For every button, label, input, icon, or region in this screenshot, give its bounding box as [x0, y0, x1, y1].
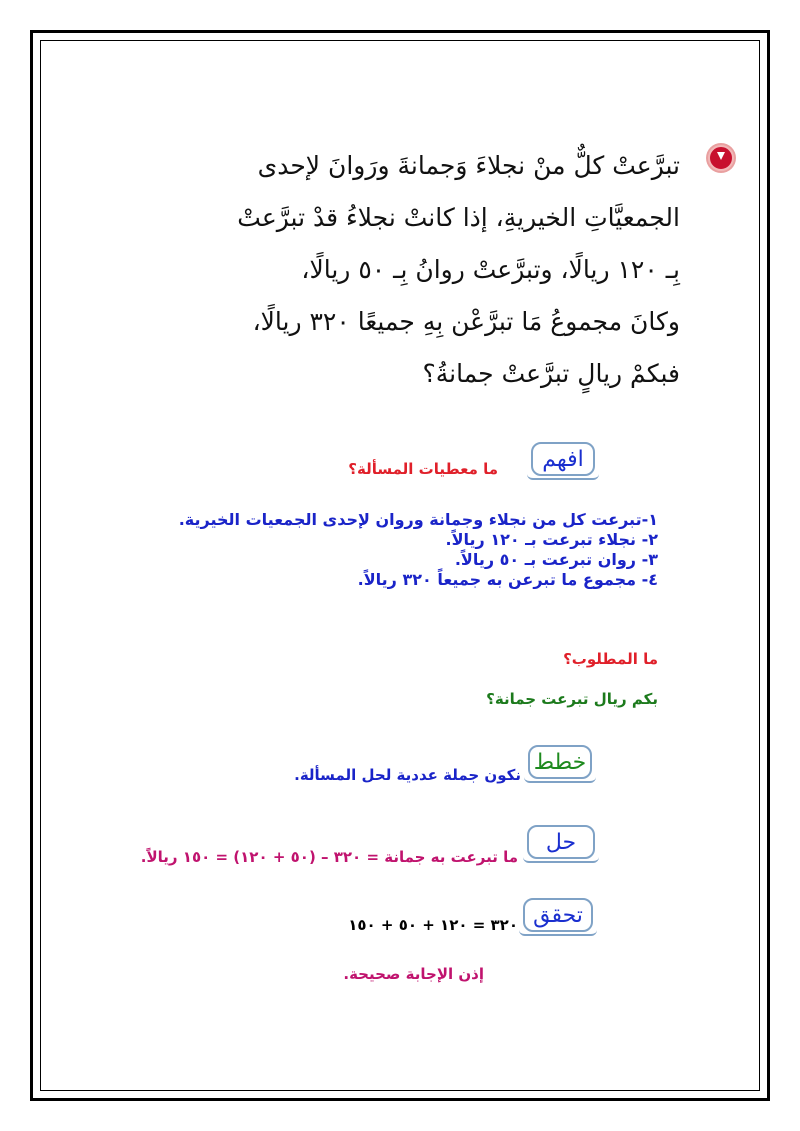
solve-text: ما تبرعت به جمانة = ٣٢٠ – (٥٠ + ١٢٠) = ١٥٠ ريالاً. — [140, 848, 518, 866]
problem-line: فبكمْ ريالٍ تبرَّعتْ جمانةُ؟ — [422, 359, 680, 388]
problem-line: وكانَ مجموعُ مَا تبرَّعْن بِهِ جميعًا ٣٢٠ ريالًا، — [252, 307, 680, 336]
problem-statement — [160, 140, 680, 400]
problem-line: الجمعيَّاتِ الخيريةِ، إذا كانتْ نجلاءُ قدْ تبرَّعتْ — [237, 203, 680, 232]
red-circle-bullet-icon — [708, 145, 734, 171]
problem-line: بِـ ١٢٠ ريالًا، وتبرَّعتْ روانُ بِـ ٥٠ ريالًا، — [301, 255, 680, 284]
understand-label: افهم — [531, 442, 595, 476]
givens-question: ما معطيات المسألة؟ — [348, 460, 498, 478]
required-title: ما المطلوب؟ — [563, 650, 658, 668]
problem-line: تبرَّعتْ كلٌّ منْ نجلاءَ وَجمانةَ ورَوانَ لإحدى — [257, 151, 680, 180]
plan-label: خطط — [528, 745, 592, 779]
check-label: تحقق — [523, 898, 593, 932]
plan-text: نكون جملة عددية لحل المسألة. — [294, 766, 521, 784]
conclusion: إذن الإجابة صحيحة. — [343, 965, 484, 983]
givens-list — [179, 510, 658, 590]
required-text: بكم ريال تبرعت جمانة؟ — [486, 690, 658, 708]
given-item: ٤- مجموع ما تبرعن به جميعاً ٣٢٠ ريالاً. — [357, 570, 658, 589]
solve-label: حل — [527, 825, 595, 859]
given-item: ٢- نجلاء تبرعت بـ ١٢٠ ريالاً. — [445, 530, 658, 549]
given-item: ٣- روان تبرعت بـ ٥٠ ريالاً. — [454, 550, 658, 569]
given-item: ١-تبرعت كل من نجلاء وجمانة وروان لإحدى الجمعيات الخيرية. — [178, 510, 658, 529]
check-equation: ٣٢٠ = ١٢٠ + ٥٠ + ١٥٠ — [348, 916, 518, 934]
